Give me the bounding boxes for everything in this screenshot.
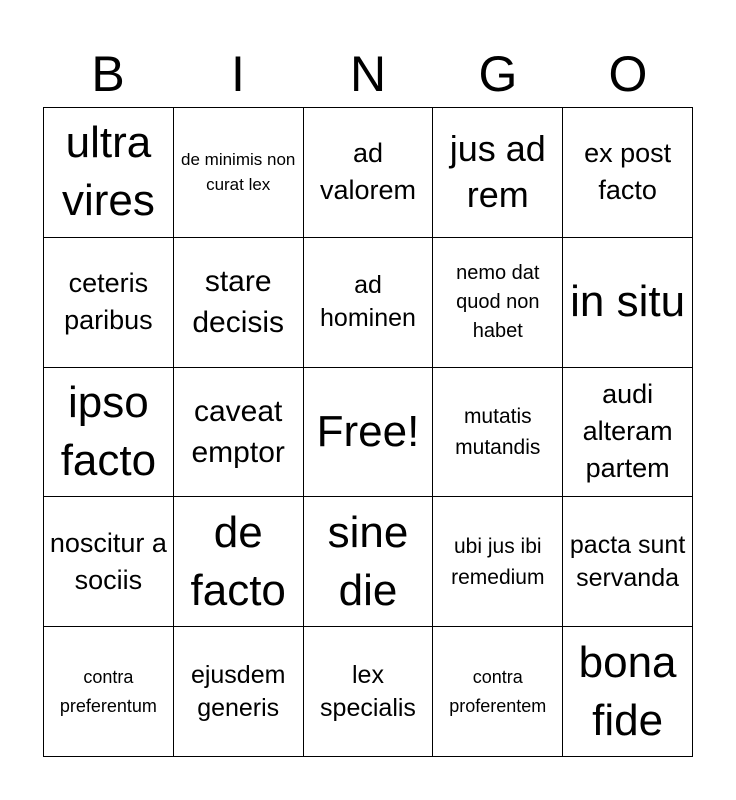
bingo-cell-r1-c4[interactable] [433, 108, 563, 238]
header-letter-i: I [231, 46, 245, 102]
cell-text: ad hominen [320, 271, 416, 333]
header-letter-n: N [349, 46, 387, 102]
header-letter-b: B [91, 46, 125, 102]
bingo-cell-r2-c2[interactable] [174, 238, 304, 368]
cell-text: ad valorem [319, 138, 416, 206]
cell-text: jus ad rem [449, 128, 546, 216]
bingo-cell-r3-c3[interactable] [304, 368, 434, 498]
cell-text: pacta sunt servanda [569, 530, 686, 592]
cell-text: contra proferentem [449, 666, 547, 716]
bingo-board [43, 107, 693, 757]
bingo-cell-r1-c3[interactable] [304, 108, 434, 238]
header-letter-g: G [478, 46, 518, 102]
cell-text: ex post facto [584, 138, 672, 206]
cell-text: ubi jus ibi remedium [451, 534, 545, 589]
cell-text: ceteris paribus [64, 268, 153, 336]
bingo-cell-r1-c1[interactable] [44, 108, 174, 238]
bingo-cell-r4-c5[interactable] [563, 497, 693, 627]
cell-text: de facto [190, 507, 286, 615]
bingo-cell-r5-c4[interactable] [433, 627, 563, 757]
bingo-cell-r3-c2[interactable] [174, 368, 304, 498]
cell-text: ejusdem generis [190, 660, 286, 722]
cell-text: bona fide [578, 637, 677, 745]
cell-text: caveat emptor [191, 394, 285, 469]
bingo-cell-r3-c4[interactable] [433, 368, 563, 498]
cell-text: noscitur a sociis [49, 527, 167, 595]
bingo-cell-r1-c5[interactable] [563, 108, 693, 238]
cell-text: sine die [327, 507, 409, 615]
bingo-cell-r4-c4[interactable] [433, 497, 563, 627]
cell-text: stare decisis [192, 265, 285, 340]
bingo-cell-r5-c3[interactable] [304, 627, 434, 757]
bingo-cell-r4-c2[interactable] [174, 497, 304, 627]
cell-text: ultra vires [61, 118, 155, 226]
cell-text: de minimis non curat lex [181, 150, 296, 195]
bingo-cell-r4-c1[interactable] [44, 497, 174, 627]
bingo-cell-r1-c2[interactable] [174, 108, 304, 238]
bingo-cell-r3-c1[interactable] [44, 368, 174, 498]
bingo-cell-r3-c5[interactable] [563, 368, 693, 498]
bingo-cell-r4-c3[interactable] [304, 497, 434, 627]
bingo-cell-r5-c5[interactable] [563, 627, 693, 757]
header-letter-o: O [608, 46, 648, 102]
bingo-cell-r5-c2[interactable] [174, 627, 304, 757]
bingo-cell-r2-c1[interactable] [44, 238, 174, 368]
cell-text: in situ [570, 277, 686, 327]
bingo-cell-r5-c1[interactable] [44, 627, 174, 757]
cell-text: mutatis mutandis [455, 404, 541, 459]
cell-text: lex specialis [320, 660, 416, 722]
bingo-header [43, 40, 693, 108]
cell-text: ipso facto [60, 377, 157, 485]
cell-text: audi alteram partem [582, 379, 673, 484]
cell-text: contra preferentum [59, 666, 157, 716]
bingo-cell-r2-c4[interactable] [433, 238, 563, 368]
bingo-cell-r2-c5[interactable] [563, 238, 693, 368]
bingo-cell-r2-c3[interactable] [304, 238, 434, 368]
cell-text: Free! [316, 406, 420, 456]
cell-text: nemo dat quod non habet [456, 261, 540, 342]
